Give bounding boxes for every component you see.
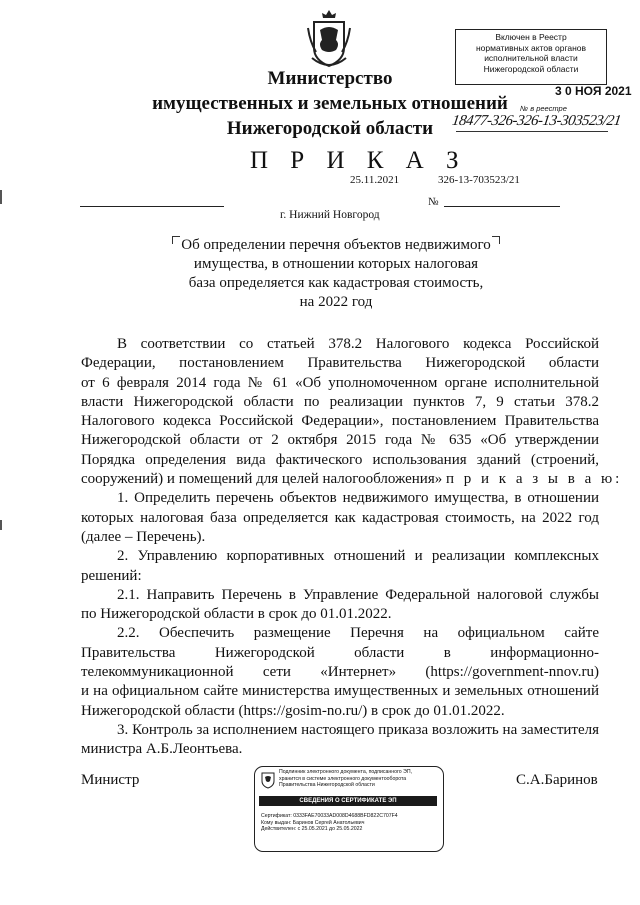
- esig-header: [279, 769, 439, 789]
- body-line: 3. Контроль за исполнением настоящего приказа возложить на заместителя: [117, 721, 599, 738]
- body-line: 1. Определить перечень объектов недвижимого имущества, в отношении: [117, 490, 599, 507]
- body-line: Порядка определения вида фактического использования зданий (строений,: [81, 451, 599, 468]
- number-underline: [444, 206, 560, 207]
- stamp-line: Нижегородской области: [483, 63, 579, 74]
- stamp-line: Включен в Реестр: [495, 32, 567, 42]
- esig-certificate-bar: СВЕДЕНИЯ О СЕРТИФИКАТЕ ЭП: [259, 796, 437, 806]
- body-line: министра А.Б.Леонтьева.: [81, 741, 243, 758]
- stamp-line: нормативных актов органов: [475, 42, 587, 53]
- body-line: по Нижегородской области в срок до 01.01.2022.: [81, 606, 392, 623]
- registry-number-handwritten: 18477-326-326-13-303523/21: [450, 113, 622, 129]
- document-type-title: П Р И К А З: [250, 147, 467, 174]
- order-body: [81, 335, 623, 760]
- registry-number-label: № в реестре: [520, 104, 567, 113]
- body-line: 2. Управлению корпоративных отношений и реализации комплексных: [117, 548, 599, 565]
- subject-line: база определяется как кадастровая стоимость,: [188, 275, 484, 291]
- body-line: В соответствии со статьей 378.2 Налогового кодекса Российской: [117, 336, 599, 352]
- electronic-signature-stamp: [254, 766, 444, 852]
- esig-header-line: Подлинник электронного документа, подписанного ЭП,: [279, 769, 413, 775]
- body-line: которых налоговая база определяется как кадастровая стоимость, на 2022 год: [81, 509, 599, 526]
- registry-stamp: [455, 29, 607, 85]
- scan-edge-mark: [0, 190, 2, 204]
- ministry-line: Нижегородской области: [226, 118, 434, 139]
- esig-info-line: Кому выдан: Баринов Сергей Анатольевич: [261, 819, 365, 826]
- esig-info-line: Сертификат: 0333FAE70033AD008D4688BFD822C707F4: [261, 813, 398, 819]
- body-line: Налогового кодекса Российской Федерации», постановлением Правительства: [81, 413, 599, 430]
- date-underline: [80, 206, 224, 207]
- subject-line: Об определении перечня объектов недвижимого: [181, 237, 491, 253]
- body-line: власти Нижегородской области по реализации пунктов 7, 9 статьи 378.2: [81, 393, 599, 410]
- order-subject: [176, 236, 496, 312]
- esig-header-line: хранится в системе электронного документооборота: [279, 775, 407, 782]
- subject-line: на 2022 год: [299, 294, 373, 310]
- signer-name: С.А.Баринов: [516, 772, 598, 788]
- coat-of-arms-icon: [306, 8, 352, 72]
- body-line: Нижегородской области от 2 октября 2015 года № 635 «Об утверждении: [81, 432, 599, 449]
- subject-line: имущества, в отношении которых налоговая: [193, 256, 479, 272]
- body-line: Нижегородской области (https://gosim-no.ru/) в срок до 01.01.2022.: [81, 702, 505, 719]
- order-number: 326-13-703523/21: [438, 174, 520, 186]
- order-date: 25.11.2021: [350, 174, 400, 186]
- body-line: 2.1. Направить Перечень в Управление Федеральной налоговой службы: [117, 586, 599, 603]
- body-line: Федерации, постановлением Правительства Нижегородской области: [81, 355, 599, 372]
- stamp-line: исполнительной власти: [484, 53, 578, 63]
- body-line: телекоммуникационной сети «Интернет» (https://government-nnov.ru): [81, 664, 599, 681]
- body-line: решений:: [81, 567, 142, 584]
- order-verb: п р и к а з ы в а ю:: [445, 471, 623, 488]
- body-line: (далее – Перечень).: [81, 528, 206, 545]
- ministry-line: имущественных и земельных отношений: [152, 93, 508, 114]
- ministry-line: Министерство: [267, 68, 393, 89]
- city-name: г. Нижний Новгород: [280, 209, 380, 221]
- body-line: от 6 февраля 2014 года № 61 «Об уполномоченном органе исполнительной: [81, 374, 599, 391]
- registry-number-underline: [456, 131, 608, 132]
- body-line: [81, 470, 623, 489]
- body-line-text: сооружений) и помещений для целей налогообложения»: [81, 471, 443, 488]
- signer-position: Министр: [81, 772, 140, 788]
- esig-header-line: Правительства Нижегородской области: [279, 782, 375, 788]
- emblem-icon: [261, 771, 275, 789]
- number-sign: №: [428, 196, 439, 208]
- stamp-date: 3 0 НОЯ 2021: [555, 84, 632, 98]
- body-line: 2.2. Обеспечить размещение Перечня на официальном сайте: [117, 625, 599, 642]
- body-line: Правительства Нижегородской области в информационно-: [81, 644, 599, 661]
- esig-info: [261, 813, 437, 833]
- scan-edge-mark: [0, 520, 2, 530]
- esig-info-line: Действителен: с 25.05.2021 до 25.05.2022: [261, 826, 363, 833]
- body-line: и на официальном сайте министерства имущественных и земельных отношений: [81, 683, 599, 700]
